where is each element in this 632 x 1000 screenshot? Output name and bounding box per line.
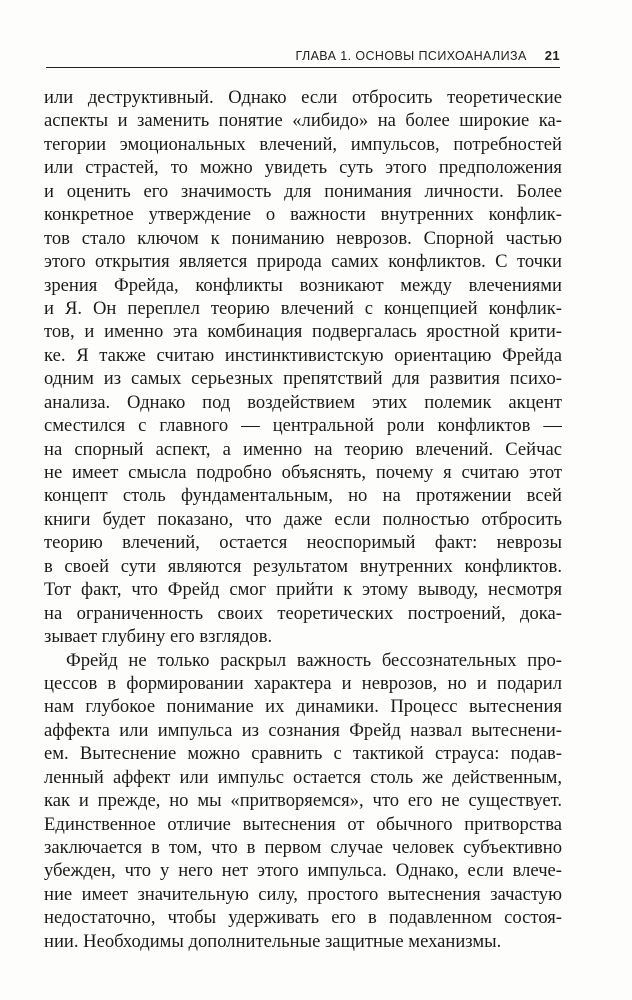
text-line: книги будет показано, что даже если полностью отбросить [44, 508, 562, 530]
text-line: одним из самых серьезных препятствий для развития психо- [44, 368, 562, 390]
text-line: и оценить его значимость для понимания личности. Более [44, 180, 562, 202]
text-line: зрения Фрейда, конфликты возникают между влечениями [44, 274, 562, 296]
text-line: или страстей, то можно увидеть суть этого предположения [44, 157, 562, 179]
text-line: и Я. Он переплел теорию влечений с концепцией конфлик- [44, 297, 562, 319]
text-line: тов, и именно эта комбинация подвергалась яростной крити- [44, 321, 562, 343]
text-line: анализа. Однако под воздействием этих полемик акцент [44, 391, 562, 413]
text-line: зывает глубину его взглядов. [44, 626, 273, 648]
text-line: ленный аффект или импульс остается столь же действенным, [44, 766, 562, 788]
body-text [44, 86, 562, 953]
text-line: не имеет смысла подробно объяснять, почему я считаю этот [44, 462, 562, 483]
text-line: на спорный аспект, а именно на теорию влечений. Сейчас [44, 438, 562, 460]
text-line: Единственное отличие вытеснения от обычного притворства [44, 813, 562, 835]
text-line: теорию влечений, остается неоспоримый факт: неврозы [44, 532, 562, 554]
page-number: 21 [544, 48, 560, 63]
paragraph [44, 86, 562, 649]
text-line: ние имеет значительную силу, простого вытеснения зачастую [44, 883, 562, 905]
text-line: концепт столь фундаментальным, но на протяжении всей [44, 485, 562, 507]
text-line: конкретное утверждение о важности внутренних конфлик- [44, 204, 562, 226]
text-line: нии. Необходимы дополнительные защитные механизмы. [44, 930, 502, 952]
chapter-title: ГЛАВА 1. ОСНОВЫ ПСИХОАНАЛИЗА [295, 49, 527, 63]
text-line: ем. Вытеснение можно сравнить с тактикой страуса: подав- [44, 743, 562, 765]
text-line: в своей сути являются результатом внутренних конфликтов. [44, 555, 562, 577]
paragraph [44, 649, 562, 954]
text-line: цессов в формировании характера и неврозов, но и подарил [44, 672, 562, 694]
text-line: убежден, что у него нет этого импульса. Однако, если влече- [44, 860, 562, 882]
text-line: Тот факт, что Фрейд смог прийти к этому выводу, несмотря [44, 579, 562, 601]
text-line: сместился с главного — центральной роли конфликтов — [44, 415, 562, 437]
text-line: недостаточно, чтобы удерживать его в подавленном состоя- [44, 907, 562, 929]
text-line: аффекта или импульса из сознания Фрейд назвал вытеснени- [44, 719, 562, 741]
text-line: тов стало ключом к пониманию неврозов. Спорной частью [44, 227, 562, 249]
text-line: на ограниченность своих теоретических построений, дока- [44, 602, 562, 624]
text-line: ке. Я также считаю инстинктивистскую ориентацию Фрейда [44, 344, 562, 366]
text-line: аспекты и заменить понятие «либидо» на более широкие ка- [44, 110, 562, 132]
running-header [46, 44, 560, 68]
text-line: заключается в том, что в первом случае человек субъективно [44, 837, 562, 858]
text-line: тегории эмоциональных влечений, импульсов, потребностей [44, 133, 562, 155]
text-line: как и прежде, но мы «притворяемся», что его не существует. [44, 790, 562, 812]
text-line: этого открытия является природа самих конфликтов. С точки [44, 251, 562, 273]
text-line: нам глубокое понимание их динамики. Процесс вытеснения [44, 696, 562, 718]
text-line: или деструктивный. Однако если отбросить теоретические [44, 87, 562, 108]
text-line: Фрейд не только раскрыл важность бессознательных про- [66, 649, 562, 671]
